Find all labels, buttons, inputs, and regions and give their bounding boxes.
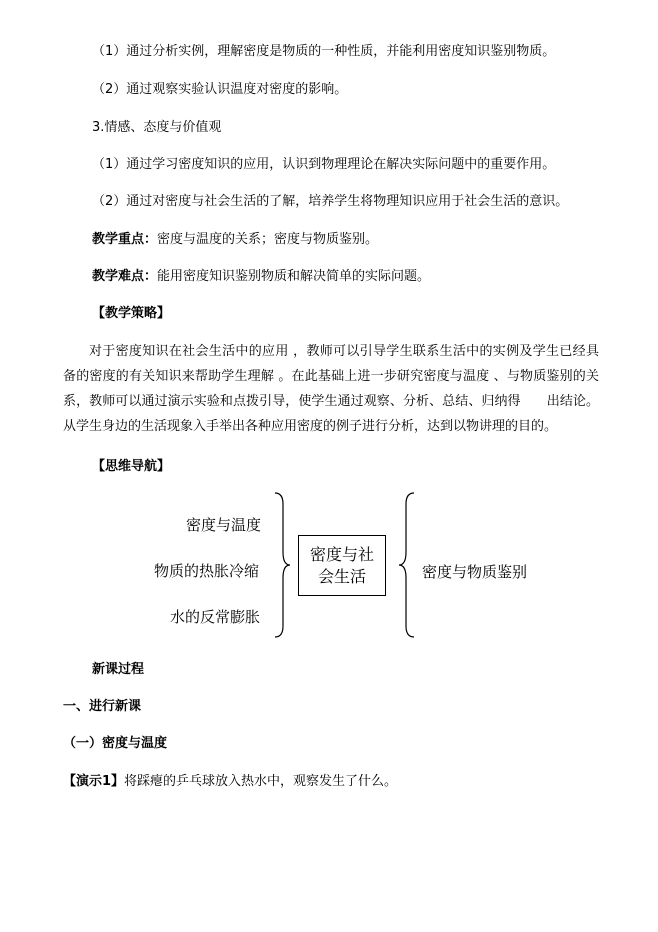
mindmap-heading: 【思维导航】	[92, 459, 171, 474]
objective-item-4: （2）通过对密度与社会生活的了解，培养学生将物理知识应用于社会生活的意识。	[92, 194, 569, 209]
objective-item-3: （1）通过学习密度知识的应用，认识到物理理论在解决实际问题中的重要作用。	[92, 157, 556, 172]
mindmap-right-brace	[397, 490, 417, 640]
key-points-label: 教学重点：	[92, 232, 158, 247]
demo-1-label: 【演示1】	[63, 774, 125, 789]
objective-item-1: （1）通过分析实例，理解密度是物质的一种性质，并能利用密度知识鉴别物质。	[92, 44, 556, 59]
mindmap-right-item: 密度与物质鉴别	[422, 563, 528, 581]
difficulties-label: 教学难点：	[92, 269, 158, 284]
strategy-heading: 【教学策略】	[92, 306, 171, 321]
mindmap-left-brace	[271, 490, 291, 640]
strategy-paragraph: 对于密度知识在社会生活中的应用 ，教师可以引导学生联系生活中的实例及学生已经具备的密度的有关知识来帮助学生理解 。在此基础上进一步研究密度与温度 、与物质鉴别的关系，教师可以通过演示实验和点拨引导，使学生通过观察、分析、总结、归纳得 出结论。从学生身边的生活现象入手举出各种应用密度的例子进行分析，达到以物讲理的目的。	[63, 344, 599, 434]
difficulties	[92, 269, 430, 285]
section-3-title: 3.情感、态度与价值观	[92, 120, 222, 135]
difficulties-text: 能用密度知识鉴别物质和解决简单的实际问题。	[157, 269, 431, 284]
mindmap-center-box: 密度与社会生活	[298, 535, 386, 596]
key-points-text: 密度与温度的关系；密度与物质鉴别。	[157, 232, 379, 247]
mindmap-left-item-2: 物质的热胀冷缩	[154, 562, 260, 580]
demo-1-text: 将踩瘪的乒乓球放入热水中，观察发生了什么。	[124, 774, 398, 789]
mindmap-left-item-1: 密度与温度	[186, 516, 262, 534]
key-points	[92, 232, 378, 248]
subsection-1-heading: （一）密度与温度	[63, 736, 168, 751]
demo-1	[63, 774, 397, 790]
objective-item-2: （2）通过观察实验认识温度对密度的影响。	[92, 82, 348, 97]
section-1-heading: 一、进行新课	[63, 699, 142, 714]
mindmap-left-item-3: 水的反常膨胀	[170, 608, 261, 626]
process-title: 新课过程	[92, 662, 145, 677]
